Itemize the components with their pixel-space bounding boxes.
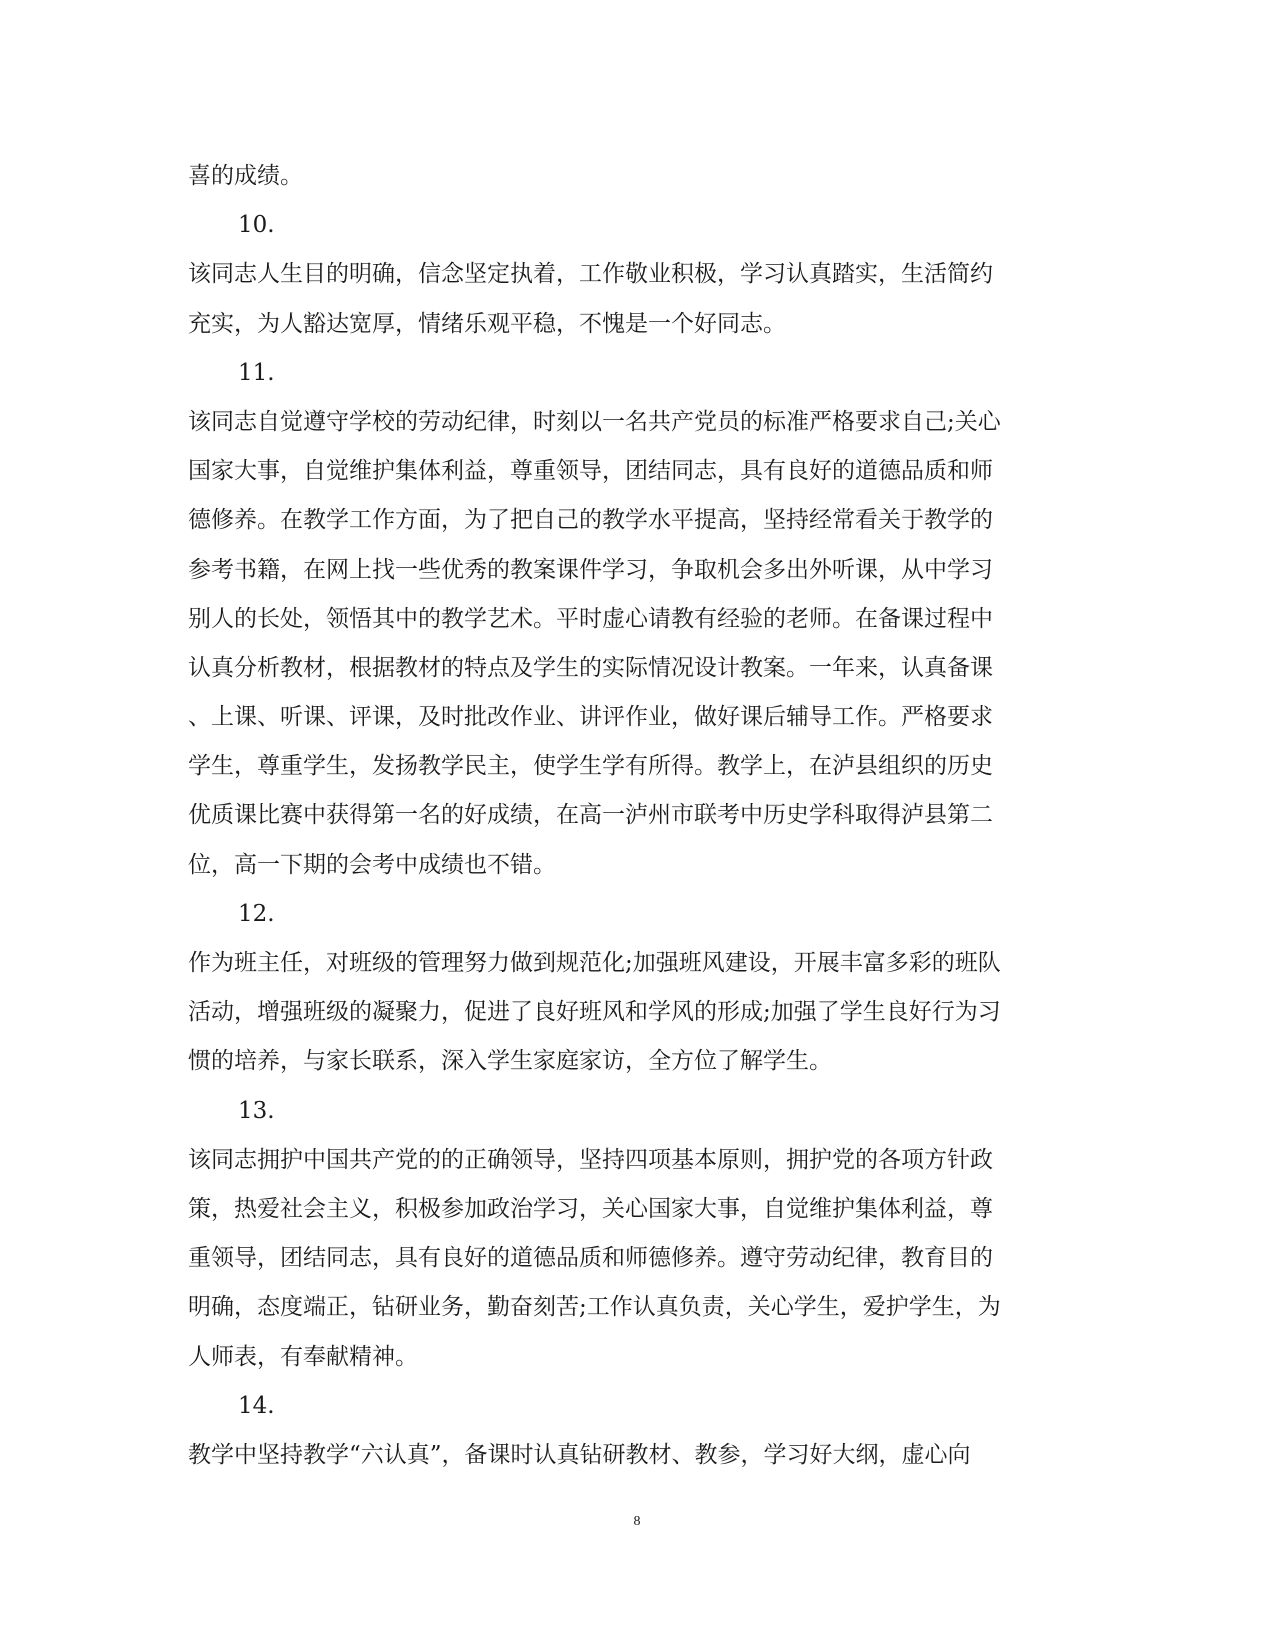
body-line: 该同志自觉遵守学校的劳动纪律，时刻以一名共产党员的标准严格要求自己;关心	[188, 408, 1001, 435]
body-line: 惯的培养，与家长联系，深入学生家庭家访，全方位了解学生。	[188, 1048, 832, 1075]
body-line: 该同志人生目的明确，信念坚定执着，工作敬业积极，学习认真踏实，生活简约	[188, 261, 993, 288]
item-number: 13.	[238, 1097, 275, 1124]
body-line: 明确，态度端正，钻研业务，勤奋刻苦;工作认真负责，关心学生，爱护学生，为	[188, 1294, 1001, 1321]
body-line: 别人的长处，领悟其中的教学艺术。平时虚心请教有经验的老师。在备课过程中	[188, 605, 993, 632]
body-line: 该同志拥护中国共产党的的正确领导，坚持四项基本原则，拥护党的各项方针政	[188, 1146, 993, 1173]
body-line: 喜的成绩。	[188, 163, 303, 189]
body-line: 认真分析教材，根据教材的特点及学生的实际情况设计教案。一年来，认真备课	[188, 654, 993, 681]
item-number: 10.	[238, 212, 275, 239]
body-line: 活动，增强班级的凝聚力，促进了良好班风和学风的形成;加强了学生良好行为习	[188, 999, 1001, 1026]
body-line: 学生，尊重学生，发扬教学民主，使学生学有所得。教学上，在泸县组织的历史	[188, 753, 993, 780]
document-body	[188, 152, 1078, 1480]
body-line: 位，高一下期的会考中成绩也不错。	[188, 851, 556, 878]
body-line: 策，热爱社会主义，积极参加政治学习，关心国家大事，自觉维护集体利益，尊	[188, 1195, 993, 1222]
body-line: 参考书籍，在网上找一些优秀的教案课件学习，争取机会多出外听课，从中学习	[188, 556, 993, 583]
body-line: 德修养。在教学工作方面，为了把自己的教学水平提高，坚持经常看关于教学的	[188, 507, 993, 534]
body-line: 、上课、听课、评课，及时批改作业、讲评作业，做好课后辅导工作。严格要求	[188, 704, 993, 731]
item-number: 12.	[238, 900, 275, 927]
body-line: 国家大事，自觉维护集体利益，尊重领导，团结同志，具有良好的道德品质和师	[188, 458, 993, 485]
body-line: 教学中坚持教学“六认真”，备课时认真钻研教材、教参，学习好大纲，虚心向	[188, 1441, 971, 1468]
body-line: 优质课比赛中获得第一名的好成绩，在高一泸州市联考中历史学科取得泸县第二	[188, 802, 993, 829]
body-line: 作为班主任，对班级的管理努力做到规范化;加强班风建设，开展丰富多彩的班队	[188, 950, 1001, 976]
item-number: 14.	[238, 1392, 275, 1419]
page-number: 8	[633, 1514, 641, 1529]
body-line: 充实，为人豁达宽厚，情绪乐观平稳，不愧是一个好同志。	[188, 310, 786, 337]
item-number: 11.	[238, 359, 275, 386]
body-line: 重领导，团结同志，具有良好的道德品质和师德修养。遵守劳动纪律，教育目的	[188, 1245, 993, 1272]
body-line: 人师表，有奉献精神。	[188, 1343, 418, 1370]
